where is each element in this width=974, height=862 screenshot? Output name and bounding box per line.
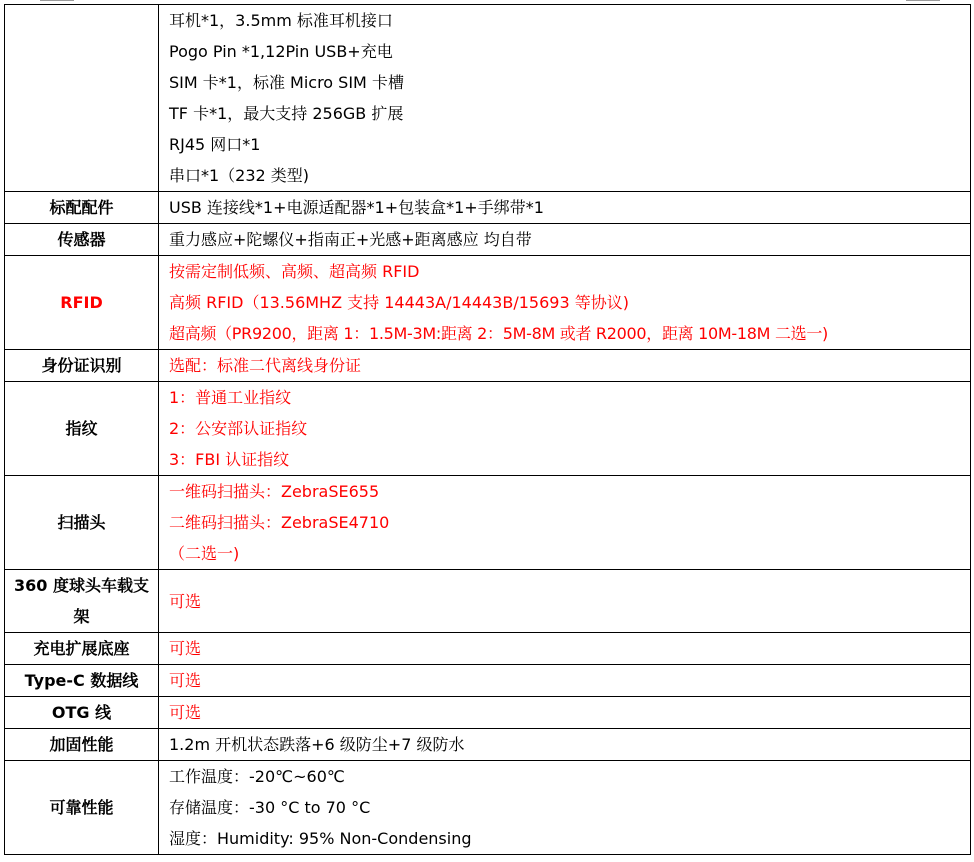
spec-row-scanner bbox=[5, 476, 971, 570]
spec-row-interfaces bbox=[5, 5, 971, 192]
spec-label: 标配配件 bbox=[5, 192, 159, 224]
spec-label: 360 度球头车载支架 bbox=[5, 570, 159, 633]
spec-line: 串口*1（232 类型) bbox=[169, 166, 310, 185]
spec-line: 超高频（PR9200，距离 1：1.5M-3M:距离 2：5M-8M 或者 R2000，距离 10M-18M 二选一) bbox=[169, 324, 828, 343]
spec-table bbox=[4, 4, 971, 855]
spec-label bbox=[5, 5, 159, 192]
spec-line: 1.2m 开机状态跌落+6 级防尘+7 级防水 bbox=[169, 735, 465, 754]
spec-label: RFID bbox=[5, 256, 159, 350]
spec-value bbox=[159, 665, 971, 697]
spec-label: 指纹 bbox=[5, 382, 159, 476]
spec-value bbox=[159, 570, 971, 633]
spec-label: 身份证识别 bbox=[5, 350, 159, 382]
spec-row-otg-cable bbox=[5, 697, 971, 729]
spec-label: 充电扩展底座 bbox=[5, 633, 159, 665]
spec-line: 工作温度：-20℃~60℃ bbox=[169, 767, 345, 786]
spec-line: 可选 bbox=[169, 639, 202, 658]
spec-line: 一维码扫描头：ZebraSE655 bbox=[169, 482, 380, 501]
spec-line: 二维码扫描头：ZebraSE4710 bbox=[169, 513, 390, 532]
spec-label: 扫描头 bbox=[5, 476, 159, 570]
spec-row-sensors bbox=[5, 224, 971, 256]
spec-line: 可选 bbox=[169, 671, 202, 690]
spec-row-charging-dock bbox=[5, 633, 971, 665]
spec-row-ruggedness bbox=[5, 729, 971, 761]
spec-row-accessories bbox=[5, 192, 971, 224]
spec-row-rfid bbox=[5, 256, 971, 350]
spec-line: TF 卡*1，最大支持 256GB 扩展 bbox=[169, 104, 404, 123]
spec-value bbox=[159, 476, 971, 570]
spec-value bbox=[159, 224, 971, 256]
spec-line: 1：普通工业指纹 bbox=[169, 388, 292, 407]
spec-row-car-mount bbox=[5, 570, 971, 633]
spec-value bbox=[159, 350, 971, 382]
spec-value bbox=[159, 256, 971, 350]
spec-row-type-c-cable bbox=[5, 665, 971, 697]
spec-line: RJ45 网口*1 bbox=[169, 135, 261, 154]
spec-value bbox=[159, 697, 971, 729]
spec-row-reliability bbox=[5, 761, 971, 855]
spec-line: 可选 bbox=[169, 591, 202, 611]
spec-label: Type-C 数据线 bbox=[5, 665, 159, 697]
spec-value bbox=[159, 729, 971, 761]
spec-value bbox=[159, 5, 971, 192]
spec-line: 耳机*1，3.5mm 标准耳机接口 bbox=[169, 11, 393, 30]
spec-value bbox=[159, 761, 971, 855]
spec-line: 2：公安部认证指纹 bbox=[169, 419, 308, 438]
spec-line: 按需定制低频、高频、超高频 RFID bbox=[169, 262, 420, 281]
spec-label: 传感器 bbox=[5, 224, 159, 256]
spec-label: 加固性能 bbox=[5, 729, 159, 761]
corner-mark-left bbox=[40, 0, 74, 1]
spec-label: OTG 线 bbox=[5, 697, 159, 729]
spec-line: 存储温度：-30 °C to 70 °C bbox=[169, 798, 371, 817]
spec-line: 选配：标准二代离线身份证 bbox=[169, 356, 362, 375]
spec-line: 重力感应+陀螺仪+指南正+光感+距离感应 均自带 bbox=[169, 230, 532, 249]
spec-row-id-card bbox=[5, 350, 971, 382]
spec-value bbox=[159, 192, 971, 224]
corner-mark-right bbox=[906, 0, 940, 1]
spec-line: SIM 卡*1，标准 Micro SIM 卡槽 bbox=[169, 73, 404, 92]
spec-value bbox=[159, 633, 971, 665]
spec-row-fingerprint bbox=[5, 382, 971, 476]
spec-line: （二选一) bbox=[169, 544, 240, 563]
spec-line: Pogo Pin *1,12Pin USB+充电 bbox=[169, 42, 393, 61]
spec-line: 湿度：Humidity: 95% Non-Condensing bbox=[169, 829, 472, 848]
spec-value bbox=[159, 382, 971, 476]
spec-line: 3：FBI 认证指纹 bbox=[169, 450, 290, 469]
spec-line: 可选 bbox=[169, 703, 202, 722]
spec-line: USB 连接线*1+电源适配器*1+包装盒*1+手绑带*1 bbox=[169, 198, 544, 217]
spec-line: 高频 RFID（13.56MHZ 支持 14443A/14443B/15693 等协议) bbox=[169, 293, 629, 312]
spec-label: 可靠性能 bbox=[5, 761, 159, 855]
